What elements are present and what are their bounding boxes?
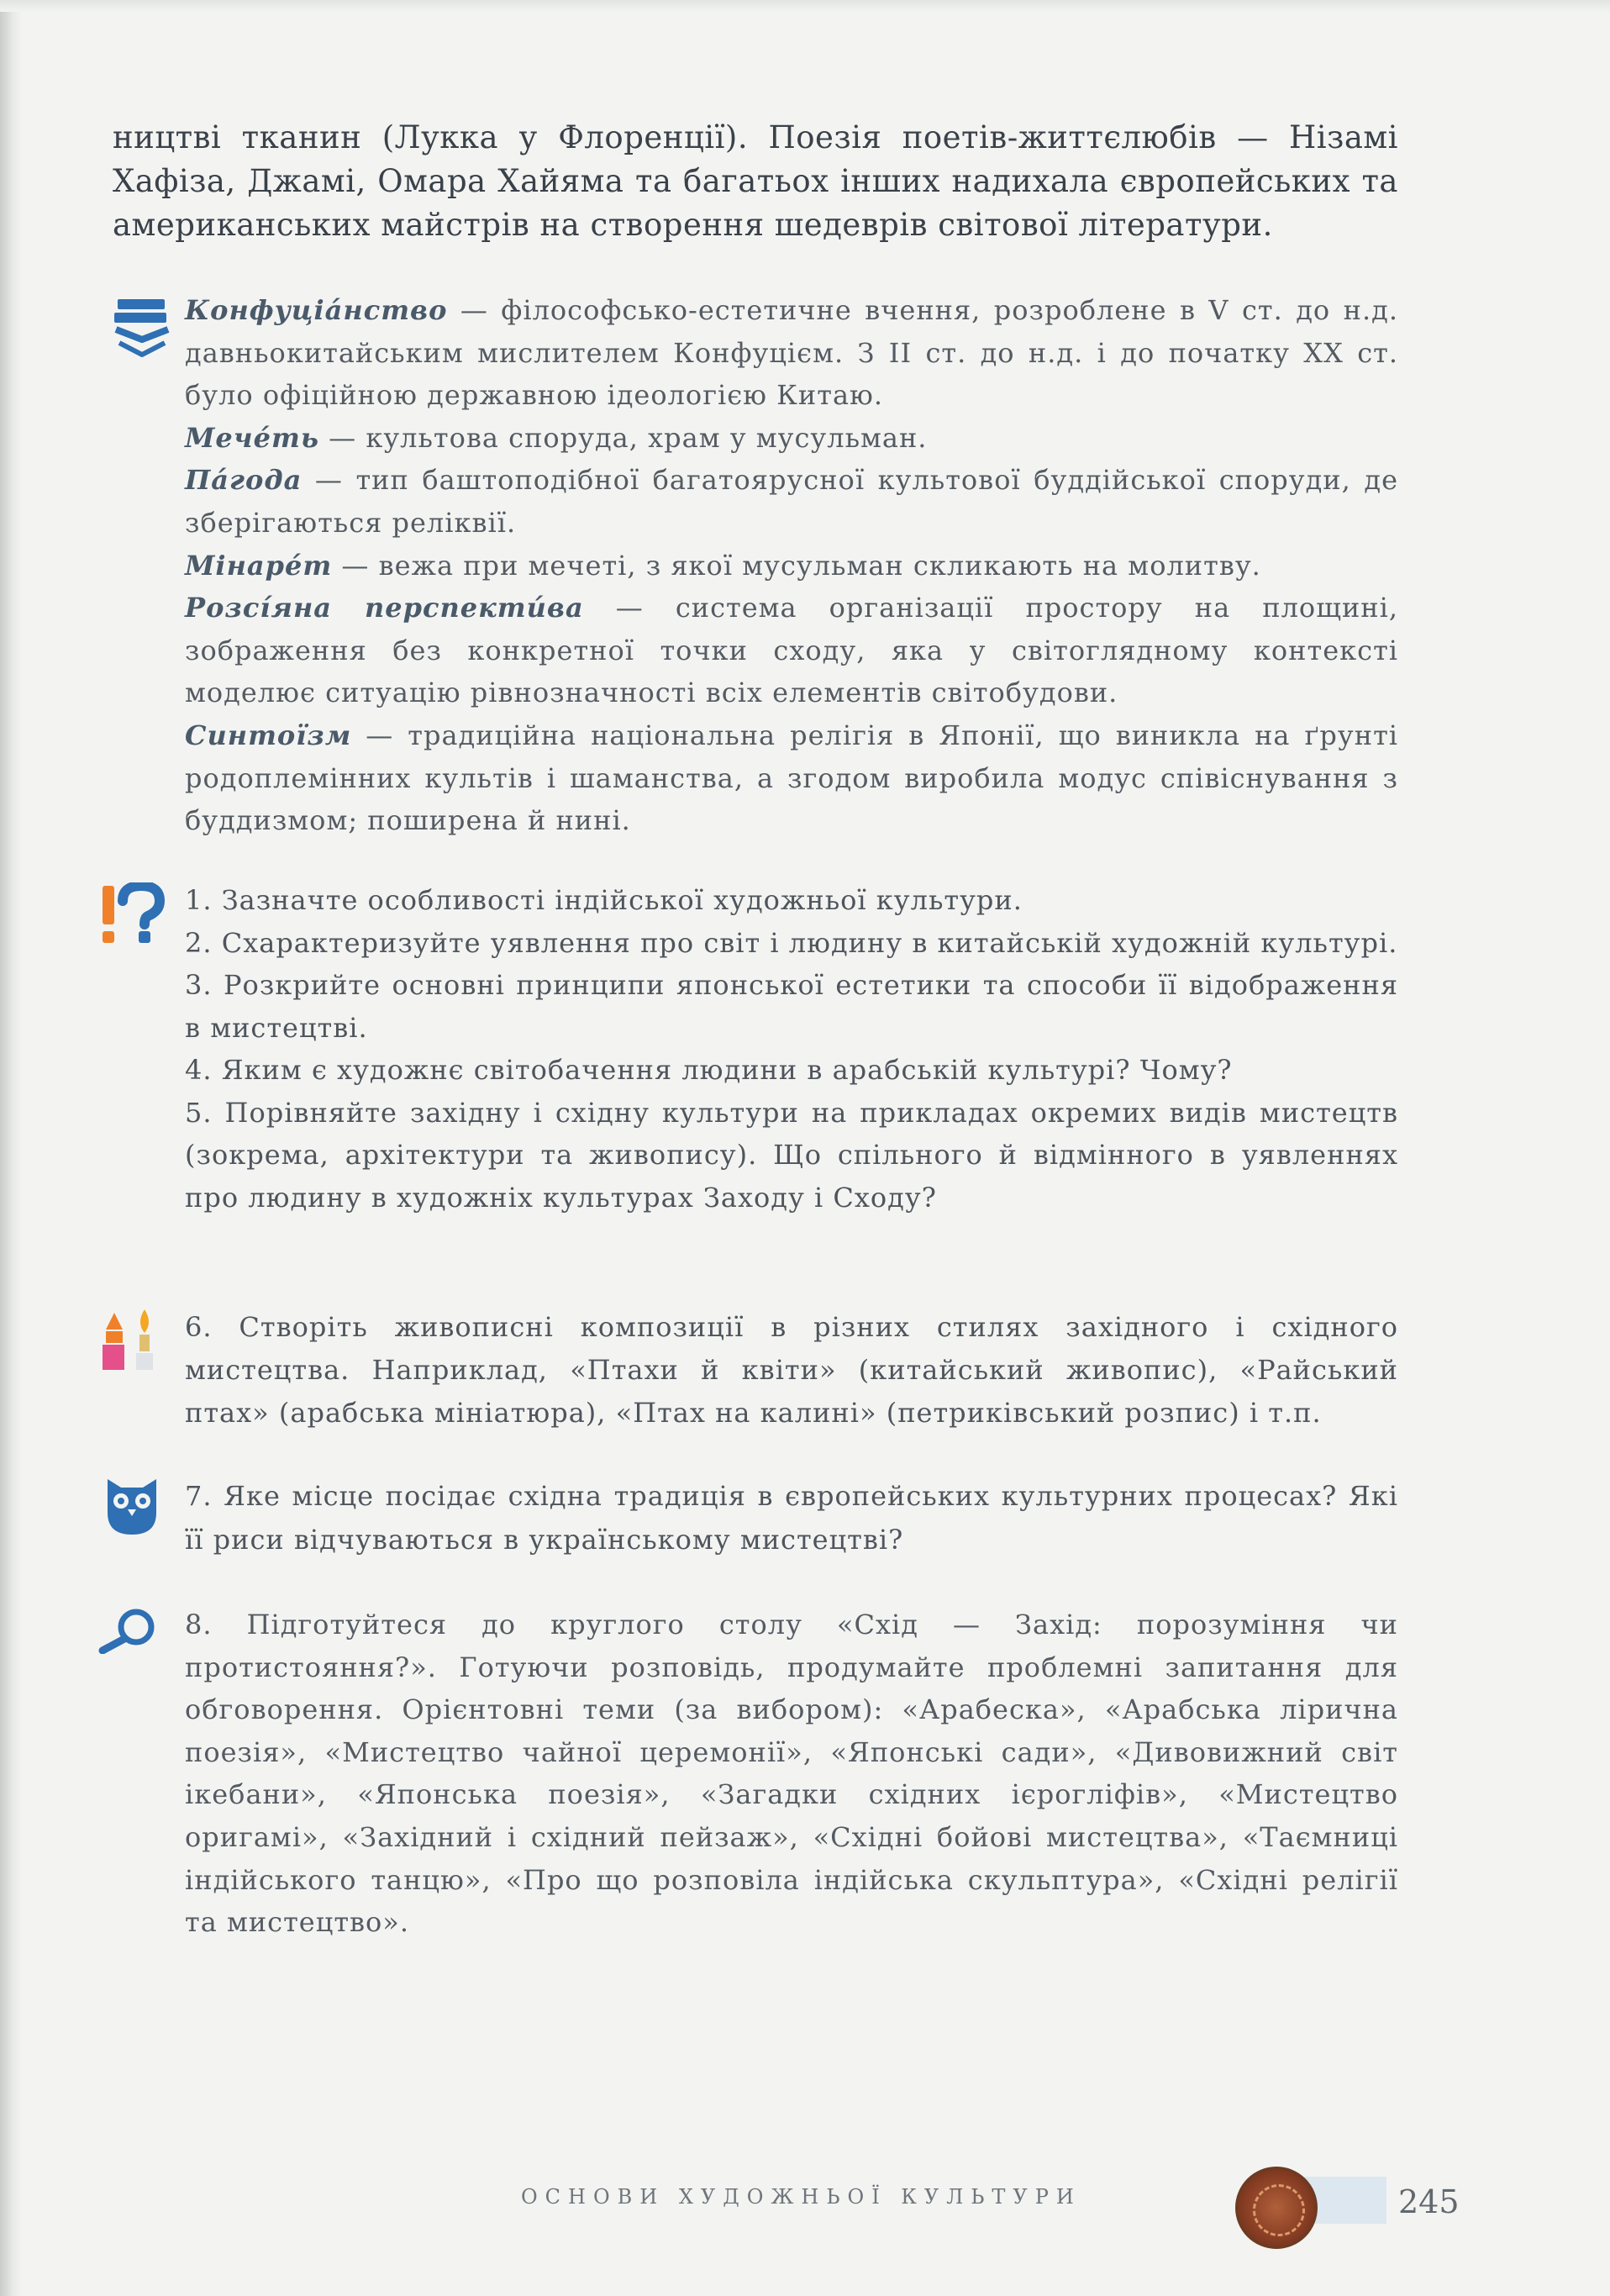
glossary-definition: — культова споруда, храм у мусульман. xyxy=(318,421,928,454)
glossary-definition: — тип баштоподібної багатоярусної культової буддійської споруди, де зберігаються реліквії. xyxy=(185,464,1398,539)
glossary-entry xyxy=(185,417,1398,460)
culture-task: 7. Яке місце посідає східна традиція в європейських культурних процесах? Які її риси відчуваються в українському мистецтві? xyxy=(185,1480,1398,1556)
glossary-definition: — традиційна національна релігія в Японії, що виникла на ґрунті родоплемінних культів і шаманства, а згодом виробила модус співіснування з буддизмом; поширена й нині. xyxy=(185,719,1398,837)
glossary-entry xyxy=(185,714,1398,842)
glossary-entry xyxy=(185,587,1398,714)
page-spine-shadow xyxy=(0,0,22,2296)
question-item: 5. Порівняйте західну і східну культури на прикладах окремих видів мистецтв (зокрема, архітектури та живопису). Що спільного й відмінного в уявленнях про людину в художніх культурах Заходу і Сходу? xyxy=(185,1096,1398,1214)
magnifier-icon xyxy=(97,1607,161,1654)
glossary-term: Мечéть xyxy=(185,421,319,454)
glossary-definition: — вежа при мечеті, з якої мусульман скликають на молитву. xyxy=(332,549,1261,582)
owl-icon xyxy=(104,1476,160,1538)
footer-title: ОСНОВИ ХУДОЖНЬОЇ КУЛЬТУРИ xyxy=(521,2185,1081,2209)
question-item: 1. Зазначте особливості індійської художньої культури. xyxy=(185,884,1023,916)
question-exclamation-icon xyxy=(99,882,166,946)
page-top-shadow xyxy=(0,0,1610,12)
glossary-term: Мінарéт xyxy=(185,549,333,582)
glossary-entry xyxy=(185,289,1398,417)
create-task: 6. Створіть живописні композиції в різних стилях західного і східного мистецтва. Наприклад, «Птахи й квіти» (китайський живопис), «Райський птах» (арабська мініатюра), «Птах на калині» (петриківський розпис) і т.п. xyxy=(185,1311,1398,1429)
intro-paragraph: ництві тканин (Лукка у Флоренції). Поезія поетів-життєлюбів — Нізамі Хафіза, Джамі, Омара Хайяма та багатьох інших надихала європейських та американських майстрів на створення шедеврів світової літератури. xyxy=(113,119,1398,243)
glossary-term: Конфуціáнство xyxy=(185,294,448,326)
emblem-icon xyxy=(1235,2167,1318,2249)
glossary-section xyxy=(185,289,1398,842)
glossary-term: Синтоїзм xyxy=(185,719,352,751)
questions-section xyxy=(185,879,1398,1219)
books-icon xyxy=(113,296,171,360)
question-item: 3. Розкрийте основні принципи японської естетики та способи її відображення в мистецтві. xyxy=(185,969,1398,1044)
glossary-term: Розсíяна перспектúва xyxy=(185,592,584,624)
question-item: 4. Яким є художнє світобачення людини в арабській культурі? Чому? xyxy=(185,1054,1233,1086)
emblem-ornament xyxy=(1253,2184,1305,2236)
glossary-definition: — система організації простору на площині, зображення без конкретної точки сходу, яка у світоглядному контексті моделює ситуацію рівнозначності всіх елементів світобудови. xyxy=(185,592,1399,709)
glossary-term: Пáгода xyxy=(185,464,303,497)
glossary-entry xyxy=(185,459,1398,544)
paint-tools-icon xyxy=(99,1308,160,1375)
question-item: 2. Схарактеризуйте уявлення про світ і людину в китайській художній культурі. xyxy=(185,926,1398,959)
glossary-definition: — філософсько-естетичне вчення, розроблене в V ст. до н.д. давньокитайським мислителем Конфуцієм. З II ст. до н.д. і до початку XX ст. було офіційною державною ідеологією Китаю. xyxy=(185,294,1398,412)
research-task: 8. Підготуйтеся до круглого столу «Схід — Захід: порозуміння чи протистояння?». Готуючи розповідь, продумайте проблемні запитання для обговорення. Орієнтовні теми (за вибором): «Арабеска», «Арабська лірична поезія», «Мистецтво чайної церемонії», «Японські сади», «Дивовижний світ ікебани», «Японська поезія», «Загадки східних ієрогліфів», «Мистецтво оригамі», «Західний і східний пейзаж», «Східні бойові мистецтва», «Таємниці індійського танцю», «Про що розповіла індійська скульптура», «Східні релігії та мистецтво». xyxy=(185,1609,1398,1939)
glossary-entry xyxy=(185,545,1398,587)
page-number: 245 xyxy=(1398,2183,1460,2220)
